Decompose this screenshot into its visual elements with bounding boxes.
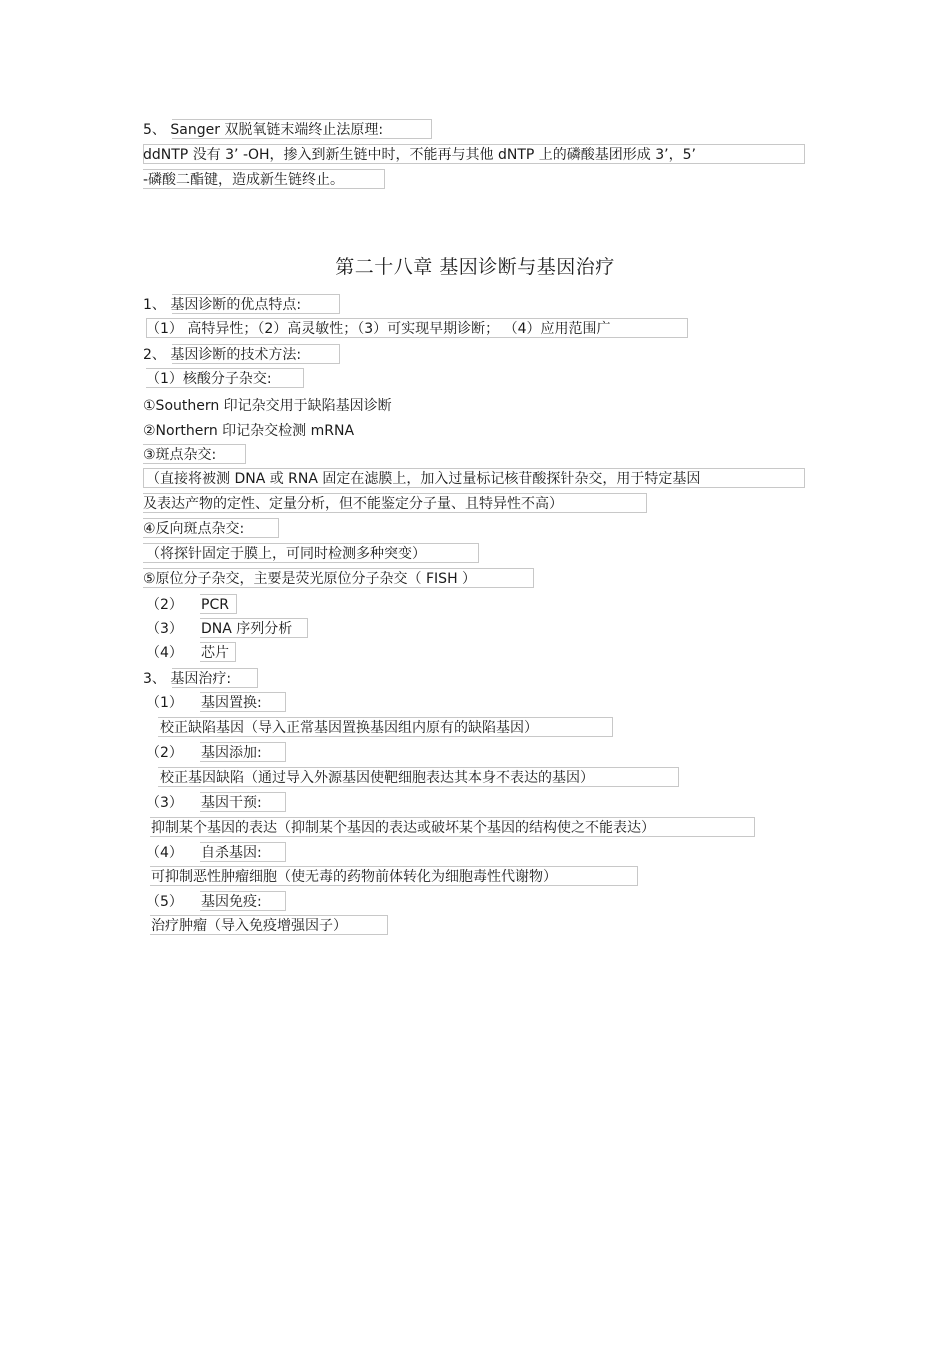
therapy-1-name: 基因置换: — [201, 695, 262, 711]
reverse-dot-heading: ④反向斑点杂交: — [143, 521, 245, 537]
therapy-4-desc: 可抑制恶性肿瘤细胞（使无毒的药物前体转化为细胞毒性代谢物） — [151, 869, 557, 885]
section-2-heading: 2、 基因诊断的技术方法: — [143, 347, 302, 363]
therapy-5-name: 基因免疫: — [201, 894, 262, 910]
therapy-5-desc: 治疗肿瘤（导入免疫增强因子） — [151, 918, 347, 934]
therapy-4-number: （4） — [146, 845, 183, 861]
dot-blot-desc-1: （直接将被测 DNA 或 RNA 固定在滤膜上，加入过量标记核苷酸探针杂交，用于特定基因 — [146, 471, 701, 487]
therapy-3-name: 基因干预: — [201, 795, 262, 811]
dot-blot-desc-2: 及表达产物的定性、定量分析，但不能鉴定分子量、且特异性不高） — [143, 496, 563, 512]
therapy-3-desc: 抑制某个基因的表达（抑制某个基因的表达或破坏某个基因的结构使之不能表达） — [151, 820, 655, 836]
method-pcr: PCR — [201, 597, 229, 613]
section-1-heading: 1、 基因诊断的优点特点: — [143, 297, 302, 313]
section-3-heading: 3、 基因治疗: — [143, 671, 232, 687]
section-1-content: （1） 高特异性；（2）高灵敏性；（3）可实现早期诊断； （4）应用范围广 — [146, 321, 611, 337]
reverse-dot-desc: （将探针固定于膜上，可同时检测多种突变） — [146, 546, 426, 562]
hybridization-heading: （1）核酸分子杂交: — [146, 371, 272, 387]
method-3-number: （3） — [146, 621, 183, 637]
northern-blot: ②Northern 印记杂交检测 mRNA — [143, 423, 355, 439]
dot-blot-heading: ③斑点杂交: — [143, 447, 217, 463]
therapy-2-number: （2） — [146, 745, 183, 761]
in-situ-hybridization: ⑤原位分子杂交，主要是荧光原位分子杂交（ FISH ） — [143, 571, 477, 587]
method-chip: 芯片 — [201, 645, 229, 661]
therapy-4-name: 自杀基因: — [201, 845, 262, 861]
therapy-2-name: 基因添加: — [201, 745, 262, 761]
chapter-title: 第二十八章 基因诊断与基因治疗 — [335, 256, 615, 278]
sanger-line-2: -磷酸二酯键，造成新生链终止。 — [143, 172, 345, 188]
therapy-3-number: （3） — [146, 795, 183, 811]
method-sequencing: DNA 序列分析 — [201, 621, 293, 637]
method-2-number: （2） — [146, 597, 183, 613]
therapy-1-desc: 校正缺陷基因（导入正常基因置换基因组内原有的缺陷基因） — [160, 720, 538, 736]
sanger-heading: 5、 Sanger 双脱氧链末端终止法原理: — [143, 122, 384, 138]
therapy-1-number: （1） — [146, 695, 183, 711]
therapy-5-number: （5） — [146, 894, 183, 910]
southern-blot: ①Southern 印记杂交用于缺陷基因诊断 — [143, 398, 392, 414]
therapy-2-desc: 校正基因缺陷（通过导入外源基因使靶细胞表达其本身不表达的基因） — [160, 770, 594, 786]
method-4-number: （4） — [146, 645, 183, 661]
sanger-line-1: ddNTP 没有 3’ -OH，掺入到新生链中时，不能再与其他 dNTP 上的磷酸基团形成 3’，5’ — [143, 147, 696, 163]
